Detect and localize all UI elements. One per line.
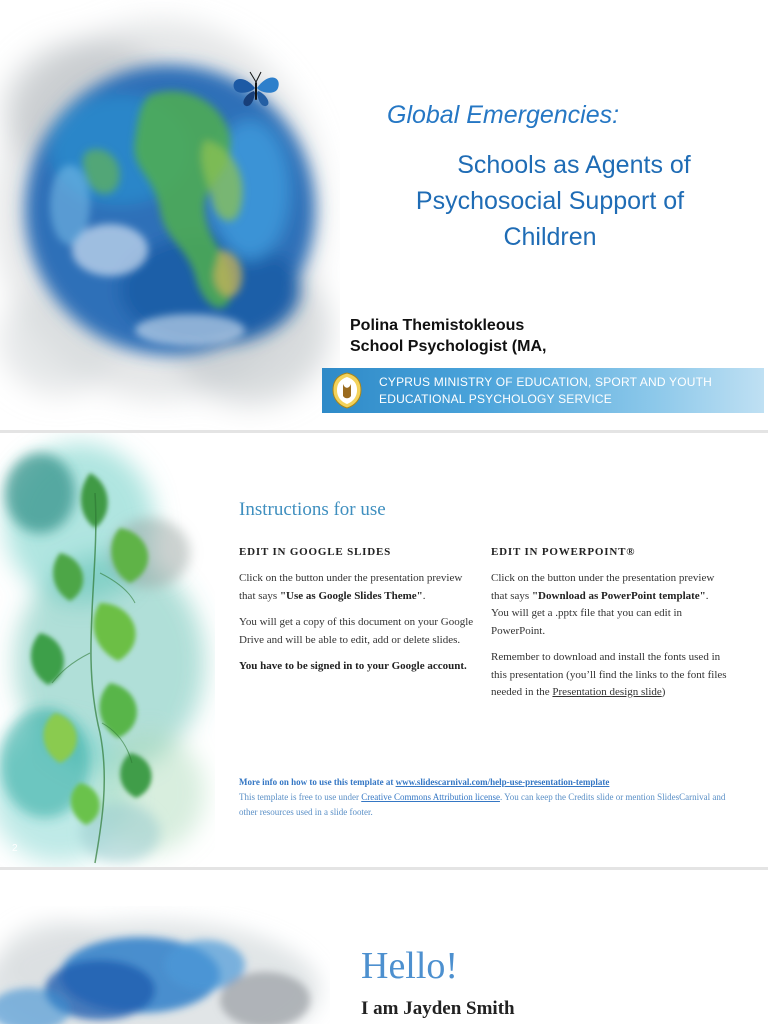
google-slides-header: EDIT IN GOOGLE SLIDES [239,546,392,558]
text-run: Click on the button under the presentation preview that says [239,572,463,602]
presentation-title: Global Emergencies: [387,101,620,129]
subtitle-line-1: Schools as Agents of [457,151,691,179]
instructions-slide [0,433,768,867]
text-run: This template is free to use under [239,792,362,802]
use-as-google-slides-label: "Use as Google Slides Theme" [279,589,423,602]
text-run: Click on the button under the presentation preview that says [491,572,715,602]
hello-heading: Hello! [361,945,459,987]
more-info-label: More info on how to use this template at [239,777,396,787]
author-role: School Psychologist (MA, [350,338,547,355]
ministry-banner [322,368,764,413]
google-slides-column [239,546,475,685]
service-name: EDUCATIONAL PSYCHOLOGY SERVICE [379,392,612,406]
powerpoint-column [491,546,727,711]
text-run: . [422,589,426,602]
more-info-block [239,775,739,820]
earth-watercolor-image [0,0,340,430]
presentation-design-link[interactable]: Presentation design slide [552,686,662,698]
blue-watercolor-image [0,870,330,1024]
download-as-powerpoint-label: "Download as PowerPoint template" [531,589,706,602]
text-run: . You can keep the Credits slide or mention SlidesCarnival and other resources used in a slide footer. [239,792,726,817]
presentation-subtitle [340,147,760,255]
text-run: ) [661,686,666,698]
ministry-text [379,374,712,408]
presenter-name: I am Jayden Smith [361,998,515,1019]
powerpoint-step-1 [491,570,727,640]
title-slide [0,0,768,430]
butterfly-icon [228,62,284,112]
google-slides-step-2: You will get a copy of this document on your Google Drive and will be able to edit, add or delete slides. [239,616,474,646]
text-run: Remember to download and install the fonts used in this presentation (you’ll find the links to the font files needed in the [491,651,727,698]
hello-slide [0,870,768,1024]
creative-commons-link[interactable]: Creative Commons Attribution license [361,792,500,802]
ministry-name: CYPRUS MINISTRY OF EDUCATION, SPORT AND YOUTH [379,375,713,389]
leaves-watercolor-image [0,433,215,867]
signin-note-text: You have to be signed in to your Google account. [239,660,467,672]
instructions-heading: Instructions for use [239,499,386,520]
subtitle-line-2: Psychosocial Support of [415,187,685,215]
slidescarnival-help-link[interactable]: www.slidescarnival.com/help-use-presentation-template [395,777,610,787]
crest-icon [332,372,362,409]
license-line [239,790,739,820]
powerpoint-step-2 [491,649,727,702]
text-run: . You will get a .pptx file that you can edit in PowerPoint. [491,589,709,637]
powerpoint-header: EDIT IN POWERPOINT® [491,546,636,558]
author-name: Polina Themistokleous [350,317,525,334]
more-info-line [239,775,739,790]
subtitle-line-3: Children [503,223,597,251]
page-number: 2 [12,843,18,854]
google-signin-note [239,658,475,676]
google-slides-step-1 [239,570,475,605]
author-block [350,315,546,357]
